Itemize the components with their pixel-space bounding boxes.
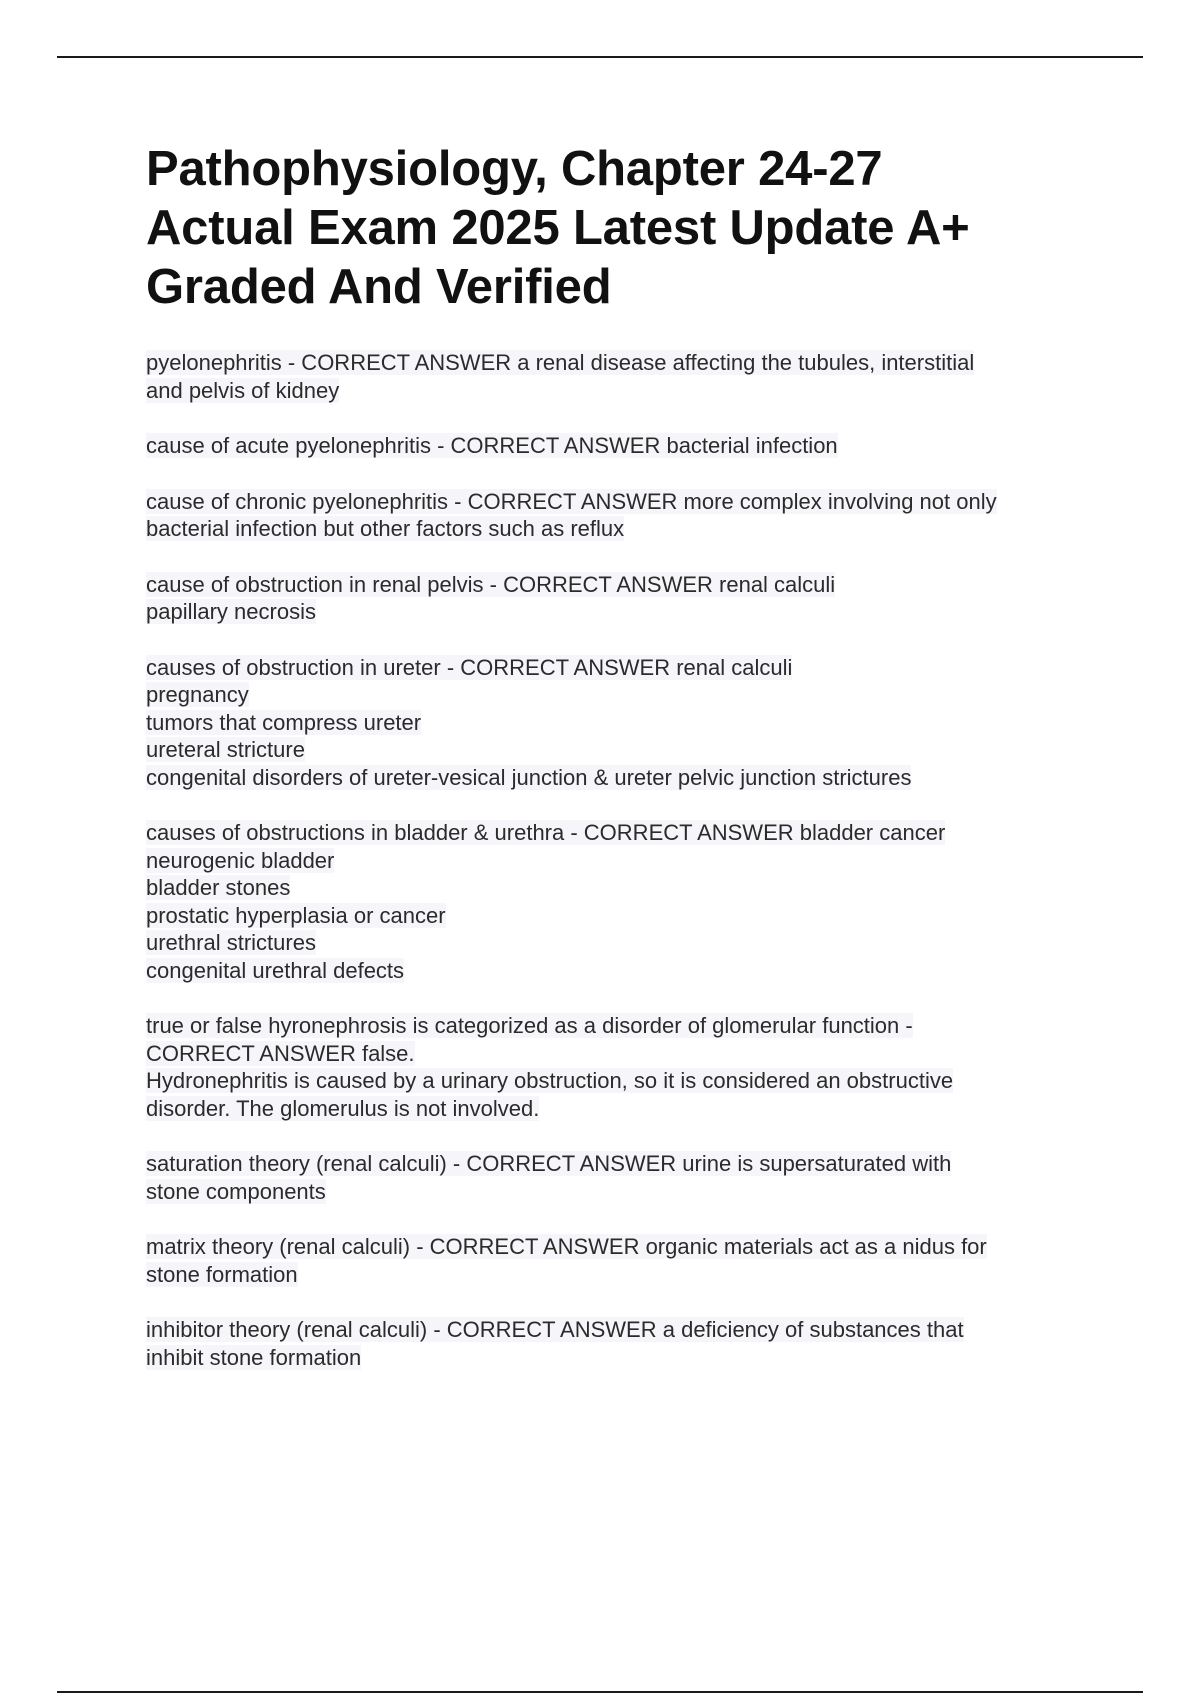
entry-line <box>146 681 1091 709</box>
entry-line <box>146 571 1091 599</box>
top-rule <box>57 56 1143 58</box>
entry-line-text: and pelvis of kidney <box>146 377 340 403</box>
entry-line <box>146 736 1091 764</box>
entry-line-text: matrix theory (renal calculi) - CORRECT ANSWER organic materials act as a nidus for <box>146 1234 987 1259</box>
document-title <box>146 140 1091 317</box>
qa-entry <box>146 1233 1091 1288</box>
entry-line-text: Hydronephritis is caused by a urinary obstruction, so it is considered an obstructive <box>146 1068 954 1093</box>
entry-line-text: congenital urethral defects <box>146 957 405 983</box>
entry-line <box>146 488 1091 516</box>
entry-line <box>146 377 1091 405</box>
entry-line <box>146 1150 1091 1178</box>
entry-line <box>146 1040 1091 1068</box>
entry-line-text: urethral strictures <box>146 930 316 955</box>
entry-line-text: neurogenic bladder <box>146 847 335 873</box>
entry-line-text: saturation theory (renal calculi) - CORRECT ANSWER urine is supersaturated with <box>146 1151 952 1176</box>
entry-line-text: stone formation <box>146 1261 298 1287</box>
entry-line <box>146 349 1091 377</box>
entry-line-text: prostatic hyperplasia or cancer <box>146 902 446 928</box>
entry-line <box>146 515 1091 543</box>
title-line: Pathophysiology, Chapter 24-27 <box>146 142 883 196</box>
entry-line-text: cause of acute pyelonephritis - CORRECT ANSWER bacterial infection <box>146 433 838 458</box>
entry-line <box>146 847 1091 875</box>
entry-line <box>146 1344 1091 1372</box>
qa-entry <box>146 488 1091 543</box>
qa-entry <box>146 1150 1091 1205</box>
title-line: Graded And Verified <box>146 260 612 314</box>
entry-line <box>146 709 1091 737</box>
entry-line-text: cause of obstruction in renal pelvis - CORRECT ANSWER renal calculi <box>146 571 836 597</box>
entry-line-text: inhibitor theory (renal calculi) - CORRECT ANSWER a deficiency of substances that <box>146 1317 964 1342</box>
entry-line-text: tumors that compress ureter <box>146 709 422 735</box>
entry-line-text: inhibit stone formation <box>146 1344 362 1370</box>
bottom-rule <box>57 1691 1143 1693</box>
entry-line-text: pyelonephritis - CORRECT ANSWER a renal disease affecting the tubules, interstitial <box>146 350 975 375</box>
entry-line <box>146 1012 1091 1040</box>
entry-line-text: disorder. The glomerulus is not involved. <box>146 1095 540 1121</box>
qa-entry <box>146 432 1091 460</box>
entry-line <box>146 654 1091 682</box>
entry-line <box>146 1067 1091 1095</box>
entry-line-text: cause of chronic pyelonephritis - CORRECT ANSWER more complex involving not only <box>146 488 997 514</box>
entry-line-text: ureteral stricture <box>146 737 305 762</box>
document-body <box>146 140 1091 1399</box>
entry-line <box>146 764 1091 792</box>
qa-entries <box>146 349 1091 1371</box>
entry-line <box>146 1316 1091 1344</box>
entry-line-text: CORRECT ANSWER false. <box>146 1040 415 1066</box>
qa-entry <box>146 1316 1091 1371</box>
qa-entry <box>146 349 1091 404</box>
entry-line <box>146 432 1091 460</box>
entry-line <box>146 874 1091 902</box>
qa-entry <box>146 571 1091 626</box>
entry-line <box>146 598 1091 626</box>
entry-line-text: pregnancy <box>146 682 249 707</box>
entry-line <box>146 1233 1091 1261</box>
entry-line-text: causes of obstruction in ureter - CORRECT ANSWER renal calculi <box>146 654 793 680</box>
entry-line-text: papillary necrosis <box>146 599 316 624</box>
entry-line <box>146 1095 1091 1123</box>
qa-entry <box>146 1012 1091 1122</box>
entry-line-text: causes of obstructions in bladder & urethra - CORRECT ANSWER bladder cancer <box>146 820 946 845</box>
entry-line-text: stone components <box>146 1178 326 1204</box>
entry-line <box>146 929 1091 957</box>
entry-line <box>146 1261 1091 1289</box>
entry-line <box>146 819 1091 847</box>
entry-line-text: congenital disorders of ureter-vesical junction & ureter pelvic junction strictures <box>146 764 912 790</box>
entry-line <box>146 957 1091 985</box>
qa-entry <box>146 819 1091 984</box>
entry-line-text: true or false hyronephrosis is categorized as a disorder of glomerular function - <box>146 1013 913 1038</box>
entry-line-text: bladder stones <box>146 875 291 900</box>
entry-line <box>146 1178 1091 1206</box>
title-line: Actual Exam 2025 Latest Update A+ <box>146 201 970 255</box>
qa-entry <box>146 654 1091 792</box>
entry-line-text: bacterial infection but other factors such as reflux <box>146 516 625 541</box>
entry-line <box>146 902 1091 930</box>
